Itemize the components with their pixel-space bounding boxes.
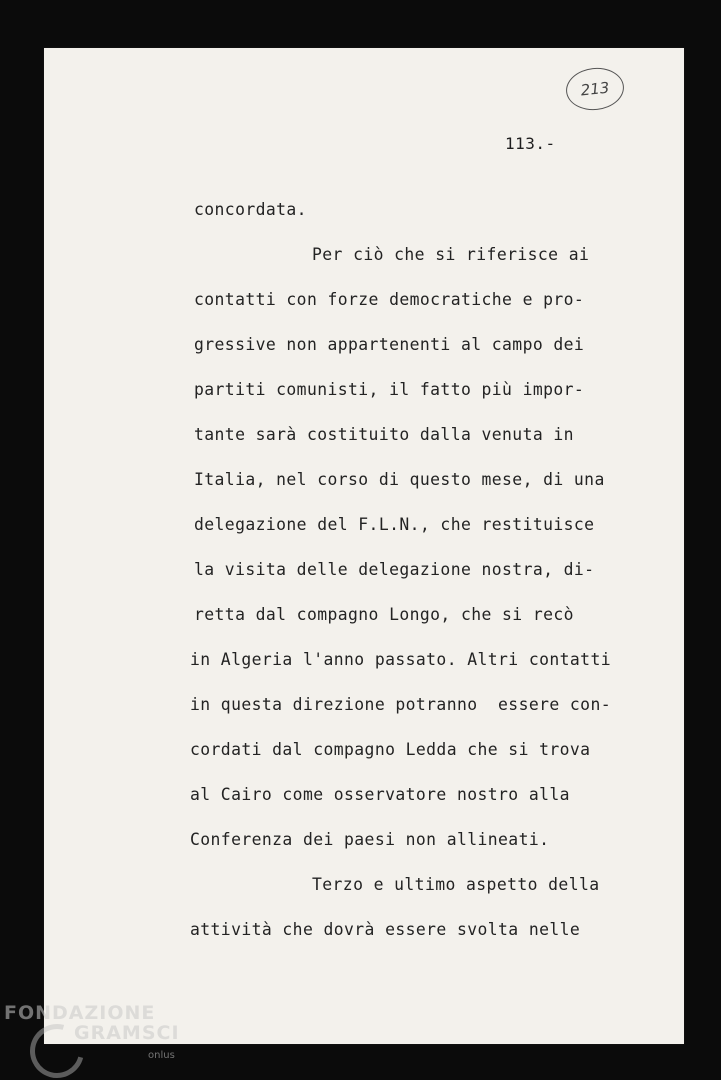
text-line: Conferenza dei paesi non allineati. bbox=[190, 830, 550, 849]
archive-number-stamp: 213 bbox=[564, 65, 626, 113]
text-line: attività che dovrà essere svolta nelle bbox=[190, 920, 581, 939]
text-line: retta dal compagno Longo, che si recò bbox=[194, 605, 574, 624]
watermark-line-2: GRAMSCI bbox=[74, 1022, 180, 1044]
text-line: in Algeria l'anno passato. Altri contatti bbox=[190, 650, 611, 669]
typed-page bbox=[44, 48, 684, 1044]
text-line: in questa direzione potranno essere con- bbox=[190, 695, 611, 714]
text-line: Italia, nel corso di questo mese, di una bbox=[194, 470, 605, 489]
page-number: 113.- bbox=[505, 134, 556, 153]
watermark-line-3: onlus bbox=[148, 1050, 175, 1061]
text-line: Per ciò che si riferisce ai bbox=[312, 245, 590, 264]
fondazione-gramsci-watermark bbox=[2, 1002, 202, 1080]
text-line: tante sarà costituito dalla venuta in bbox=[194, 425, 574, 444]
text-line: contatti con forze democratiche e pro- bbox=[194, 290, 585, 309]
text-line: delegazione del F.L.N., che restituisce bbox=[194, 515, 595, 534]
text-line: partiti comunisti, il fatto più impor- bbox=[194, 380, 585, 399]
watermark-line-1: FONDAZIONE bbox=[4, 1002, 156, 1024]
text-line: al Cairo come osservatore nostro alla bbox=[190, 785, 570, 804]
text-line: Terzo e ultimo aspetto della bbox=[312, 875, 600, 894]
text-line: concordata. bbox=[194, 200, 307, 219]
text-line: la visita delle delegazione nostra, di- bbox=[194, 560, 595, 579]
text-line: cordati dal compagno Ledda che si trova bbox=[190, 740, 591, 759]
text-line: gressive non appartenenti al campo dei bbox=[194, 335, 585, 354]
